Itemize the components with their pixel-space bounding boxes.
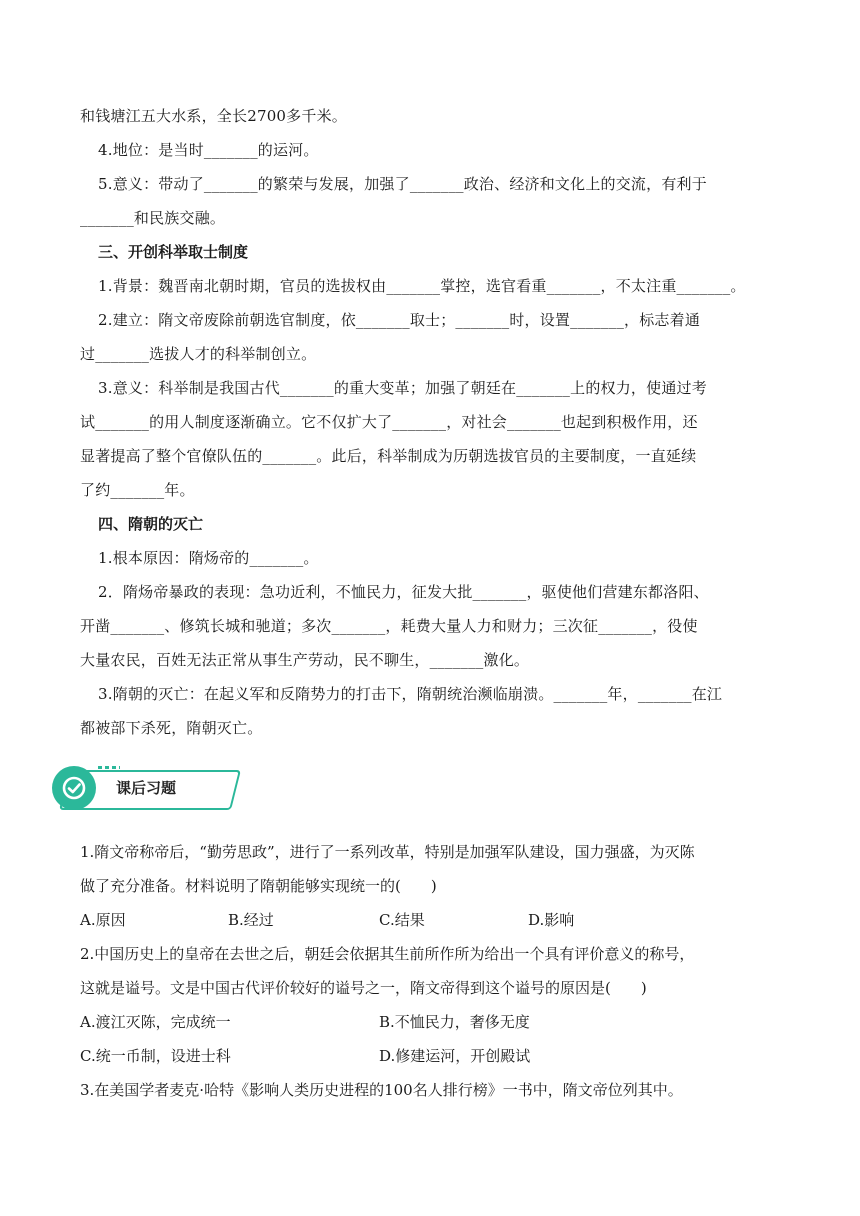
text-line: 试_______的用人制度逐渐确立。它不仅扩大了_______，对社会_______也起到积极作用，还 [80,413,698,431]
question-3-text: 3.在美国学者麦克·哈特《影响人类历史进程的100名人排行榜》一书中，隋文帝位列其中。 [80,1081,683,1099]
q1-option-b[interactable]: B.经过 [228,911,274,929]
text-line: 1.根本原因：隋炀帝的_______。 [98,549,319,567]
text-line: 5.意义：带动了_______的繁荣与发展，加强了_______政治、经济和文化上的交流，有利于 [98,175,707,193]
text-line: 显著提高了整个官僚队伍的_______。此后，科举制成为历朝选拔官员的主要制度，一直延续 [80,447,697,465]
text-line: 开凿_______、修筑长城和驰道；多次_______，耗费大量人力和财力；三次征_______，役使 [80,617,698,635]
text-line: 了约_______年。 [80,481,195,499]
q2-option-d[interactable]: D.修建运河，开创殿试 [379,1047,531,1065]
text-line: _______和民族交融。 [80,209,226,227]
text-line: 过_______选拔人才的科举制创立。 [80,345,317,363]
q1-option-d[interactable]: D.影响 [528,911,575,929]
check-circle-icon [52,766,96,810]
text-line: 4.地位：是当时_______的运河。 [98,141,319,159]
question-2-text: 2.中国历史上的皇帝在去世之后，朝廷会依据其生前所作所为给出一个具有评价意义的称号， [80,945,695,963]
question-2-text: 这就是谥号。文是中国古代评价较好的谥号之一，隋文帝得到这个谥号的原因是( ) [80,979,647,997]
text-line: 2．隋炀帝暴政的表现：急功近利，不恤民力，征发大批_______，驱使他们营建东都洛阳、 [98,583,709,601]
q1-option-a[interactable]: A.原因 [80,911,126,929]
text-line: 和钱塘江五大水系，全长2700多千米。 [80,107,347,125]
banner-title: 课后习题 [116,779,177,797]
text-line: 都被部下杀死，隋朝灭亡。 [80,719,263,737]
q2-option-b[interactable]: B.不恤民力，奢侈无度 [379,1013,530,1031]
text-line: 3.隋朝的灭亡：在起义军和反隋势力的打击下，隋朝统治濒临崩溃。_______年，_______在江 [98,685,723,703]
question-1-text: 做了充分准备。材料说明了隋朝能够实现统一的( ) [80,877,437,895]
q2-option-c[interactable]: C.统一币制，设进士科 [80,1047,231,1065]
section-heading: 四、隋朝的灭亡 [98,515,204,533]
text-line: 3.意义：科举制是我国古代_______的重大变革；加强了朝廷在_______上的权力，使通过考 [98,379,707,397]
question-1-text: 1.隋文帝称帝后，“勤劳思政”，进行了一系列改革，特别是加强军队建设，国力强盛，为灭陈 [80,843,695,861]
text-line: 2.建立：隋文帝废除前朝选官制度，依_______取士；_______时，设置_______，标志着通 [98,311,701,329]
q2-option-a[interactable]: A.渡江灭陈，完成统一 [80,1013,231,1031]
section-heading: 三、开创科举取士制度 [98,243,249,261]
q1-option-c[interactable]: C.结果 [379,911,425,929]
text-line: 大量农民，百姓无法正常从事生产劳动，民不聊生，_______激化。 [80,651,530,669]
exercise-banner [52,764,232,816]
text-line: 1.背景：魏晋南北朝时期，官员的选拔权由_______掌控，选官看重_______，不太注重_______。 [98,277,746,295]
banner-dashes [98,766,120,769]
